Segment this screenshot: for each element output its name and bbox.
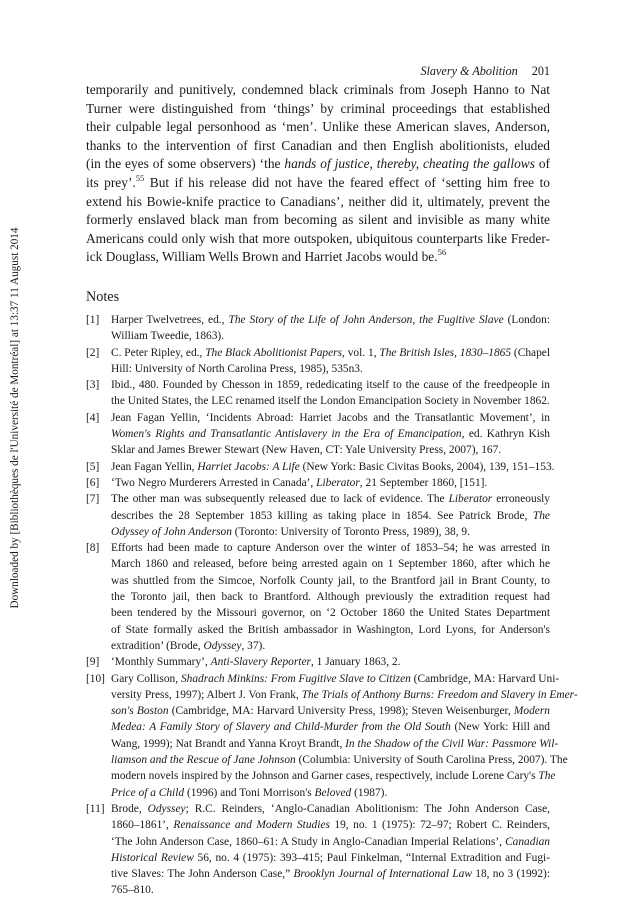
footnote-text-run: Jean Fagan Yellin, ‘Incidents Abroad: Harriet Jacobs and the Transatlantic Movement’, in <box>111 411 550 424</box>
notes-heading: Notes <box>86 289 120 305</box>
body-line: Turner were distinguished from ‘things’ by criminal proceedings that established <box>86 100 550 116</box>
footnote-text-run: , 1 January 1863, 2. <box>310 656 401 669</box>
footnote-text-run: was shuttled from the Simcoe, Norfolk County jail, to the Brantford jail in Brant County, to <box>111 574 550 587</box>
footnote <box>86 410 550 459</box>
footnote-text-run: , 21 September 1860, [151]. <box>359 476 488 489</box>
body-line <box>86 248 550 267</box>
footnote-line <box>111 719 550 735</box>
footnote-italic-run: Women's Rights and Transatlantic Antislavery in the Era of Emancipation <box>111 428 462 441</box>
footnote-italic-run: Modern <box>513 705 550 718</box>
body-text-run: ick Douglass, William Wells Brown and Harriet Jacobs would be. <box>86 249 438 265</box>
footnote-line <box>111 573 550 589</box>
footnote-text-run: (New York: Hill and <box>450 721 550 734</box>
footnote-line <box>111 801 550 817</box>
footnote-number: [2] <box>86 346 100 359</box>
body-line: their culpable legal personhood as ‘men’. Unlike these American slaves, Anderson, <box>86 119 550 135</box>
footnote <box>86 491 550 540</box>
download-watermark <box>0 0 30 910</box>
footnote-line <box>111 654 550 670</box>
footnote-text-run: (Chapel <box>511 346 550 359</box>
footnote-italic-run: liamson and the Rescue of Jane Johnson <box>111 754 296 767</box>
footnote-line <box>111 622 550 638</box>
footnote-ref-55[interactable]: 55 <box>135 172 145 183</box>
footnote-text-run: C. Peter Ripley, ed., <box>111 346 206 359</box>
footnote-number: [11] <box>86 802 105 815</box>
footnote-line <box>111 589 550 605</box>
footnote-italic-run: The <box>538 770 556 783</box>
footnote <box>86 654 550 670</box>
footnote-italic-run: The British Isles, 1830–1865 <box>379 346 512 359</box>
footnote-text-run: (1987). <box>351 786 388 799</box>
footnote-text-run: 19, no. 1 (1975): 72–97; Robert C. Reinders, <box>329 819 550 832</box>
footnote-line <box>111 605 550 621</box>
footnote-line <box>111 703 550 719</box>
footnote-text-run: The other man was subsequently released due to lack of evidence. The <box>111 493 449 506</box>
footnote-number: [8] <box>86 542 100 555</box>
footnote-text-run: Brode, <box>111 802 148 815</box>
footnote-number: [1] <box>86 314 100 326</box>
footnote-italic-run: Shadrach Minkins: From Fugitive Slave to Citizen <box>180 672 411 685</box>
footnote <box>86 459 555 475</box>
footnote-line <box>111 882 550 898</box>
body-line: thanks to the intervention of first Canadian and then English abolitionists, eluded <box>86 137 550 153</box>
footnote-text-run: Hill: University of North Carolina Press, 1985), 535n3. <box>111 362 363 375</box>
footnote-italic-run: The Story of the Life of John Anderson, the Fugitive Slave <box>228 314 504 326</box>
footnote-italic-run: Canadian <box>505 835 550 848</box>
body-italic-run: hands of justice, thereby, cheating the gallows <box>284 156 535 172</box>
footnote-line <box>111 785 550 801</box>
footnote-line <box>111 736 559 752</box>
footnote-line <box>111 361 550 377</box>
footnote-line <box>111 850 550 866</box>
footnote-italic-run: Odyssey <box>203 639 242 652</box>
download-watermark-text: Downloaded by [Bibliothèques de l'Université de Montréal] at 13:37 11 August 2014 <box>9 227 21 609</box>
footnote-line <box>111 312 550 328</box>
footnote-line <box>111 768 556 784</box>
body-line <box>86 174 550 193</box>
footnote-ref-56[interactable]: 56 <box>437 246 447 257</box>
footnote-line <box>111 524 550 540</box>
footnote-text-run: been tendered by the Missouri governor, on ‘2 October 1860 the United States Department <box>111 607 550 620</box>
body-line <box>86 155 550 174</box>
footnote-italic-run: Harriet Jacobs: A Life <box>197 460 300 473</box>
footnote-text-run: (Cambridge, MA: Harvard University Press, 1998); Steven Weisenburger, <box>168 705 514 718</box>
footnote-text-run: , ed. Kathryn Kish <box>461 428 550 441</box>
footnote-text-run: tive Slaves: The John Anderson Case,” <box>111 868 294 881</box>
footnote-line <box>111 442 550 458</box>
running-head-title: Slavery & Abolition <box>420 64 518 78</box>
footnote <box>86 540 550 654</box>
footnote-italic-run: Liberator <box>316 476 360 489</box>
footnote-line <box>111 540 550 556</box>
footnote-line <box>111 393 550 409</box>
footnote-text-run: versity Press, 1997); Albert J. Von Frank, <box>111 688 302 701</box>
footnote-italic-run: The Trials of Anthony Burns: Freedom and Slavery in Emer- <box>301 688 578 701</box>
footnote-line <box>111 817 550 833</box>
footnote <box>86 345 550 378</box>
footnote-text-run: Wang, 1999); Nat Brandt and Yanna Kroyt Brandt, <box>111 737 346 750</box>
footnote-line <box>111 459 555 475</box>
footnote-text-run: Efforts had been made to capture Anderson over the winter of 1853–54; he was arrested in <box>111 542 550 555</box>
footnote-italic-run: Anti-Slavery Reporter <box>210 656 311 669</box>
footnote <box>86 671 578 801</box>
footnote-text-run: , vol. 1, <box>342 346 380 359</box>
footnote-italic-run: Odyssey of John Anderson <box>111 525 232 538</box>
body-line: extend his Bowie-knife practice to Canadians’, neither did it, ultimately, prevent the <box>86 193 550 209</box>
footnote-text-run: (Toronto: University of Toronto Press, 1989), 38, 9. <box>231 525 470 538</box>
footnote <box>86 801 550 899</box>
footnote-text-run: the Toronto jail, then back to Brantford. Although previously the extradition request had <box>111 591 550 604</box>
footnote-line <box>111 671 560 687</box>
footnote-text-run: 765–810. <box>111 884 154 897</box>
footnote-text-run: ‘The John Anderson Case, 1860–61: A Study in Anglo-Canadian Imperial Relations’, <box>111 835 506 848</box>
footnote-text-run: (Columbia: University of South Carolina Press, 2007). The <box>295 754 568 767</box>
footnote <box>86 377 550 410</box>
footnote-number: [9] <box>86 656 100 669</box>
footnote-line <box>111 687 578 703</box>
footnote-text-run: ‘Monthly Summary’, <box>111 656 211 669</box>
footnote-number: [6] <box>86 476 100 489</box>
footnote-line <box>111 866 550 882</box>
footnote-number: [10] <box>86 672 105 685</box>
footnote-italic-run: Historical Review <box>111 851 194 864</box>
footnote-text-run: Ibid., 480. Founded by Chesson in 1859, rededicating itself to the cause of the freedpeople in <box>111 379 550 392</box>
footnote-text-run: Gary Collison, <box>111 672 181 685</box>
footnote-text-run: (1996) and Toni Morrison's <box>184 786 315 799</box>
footnote-line <box>111 556 550 572</box>
notes-list <box>86 312 578 899</box>
footnote-italic-run: Odyssey <box>147 802 186 815</box>
footnote-italic-run: In the Shadow of the Civil War: Passmore Wil- <box>345 737 559 750</box>
footnote-line <box>111 638 550 654</box>
footnote-line <box>111 752 568 768</box>
footnote-text-run: the United States, the LEC renamed itself the London Emancipation Society in November 1862. <box>111 395 550 408</box>
footnote <box>86 312 550 345</box>
footnote-italic-run: Beloved <box>314 786 352 799</box>
footnote-italic-run: Price of a Child <box>111 786 185 799</box>
footnote-line <box>111 834 550 850</box>
footnote-italic-run: Brooklyn Journal of International Law <box>293 868 472 881</box>
footnote-line <box>111 328 550 344</box>
footnote-number: [4] <box>86 411 100 424</box>
footnote-italic-run: Medea: A Family Story of Slavery and Child-Murder from the Old South <box>111 721 451 734</box>
body-text-run: its prey’. <box>86 174 136 190</box>
footnote-text-run: Harper Twelvetrees, ed., <box>111 314 229 326</box>
footnote-line <box>111 345 550 361</box>
footnote-italic-run: The Black Abolitionist Papers <box>205 346 343 359</box>
body-paragraph <box>86 81 550 267</box>
body-text-run: But if his release did not have the feared effect of ‘setting him free to <box>144 174 550 190</box>
footnote-text-run: 18, no 3 (1992): <box>471 868 550 881</box>
footnote-italic-run: The <box>532 509 550 522</box>
footnote-text-run: (London: <box>503 314 550 326</box>
footnote-number: [5] <box>86 460 100 473</box>
footnote-line <box>111 377 550 393</box>
footnote-text-run: ‘Two Negro Murderers Arrested in Canada’, <box>111 476 317 489</box>
body-line: Americans could only wish that more outspoken, ubiquitous counterparts like Freder- <box>86 230 550 246</box>
body-line: temporarily and punitively, condemned black criminals from Joseph Hanno to Nat <box>86 82 550 97</box>
footnote-text-run: describes the 28 September 1853 killing as taking place in 1854. See Patrick Brode, <box>111 509 533 522</box>
footnote-italic-run: son's Boston <box>111 705 169 718</box>
body-text-run: of <box>534 156 550 172</box>
footnote-text-run: , 37). <box>241 639 266 652</box>
footnote-line <box>111 491 550 507</box>
footnote-number: [3] <box>86 379 100 392</box>
footnote-line <box>111 508 550 524</box>
footnote-text-run: 1860–1861’, <box>111 819 174 832</box>
footnote-italic-run: Liberator <box>448 493 493 506</box>
footnote-text-run: Jean Fagan Yellin, <box>111 460 198 473</box>
footnote-text-run: March 1860 and released, before being arrested again on 1 September 1860, after which he <box>111 558 550 571</box>
footnote-line <box>111 410 550 426</box>
footnote-text-run: William Tweedie, 1863). <box>111 330 225 343</box>
footnote-italic-run: Renaissance and Modern Studies <box>173 819 330 832</box>
footnote-text-run: of State formally asked the British ambassador in Washington, Lord Lyons, for Anderson's <box>111 623 550 636</box>
footnote <box>86 475 550 491</box>
footnote-text-run: modern novels inspired by the Johnson and Garner cases, respectively, include Lorene Cary's <box>111 770 539 783</box>
footnote-text-run: Sklar and James Brewer Stewart (New Haven, CT: Yale University Press, 2007), 167. <box>111 444 502 457</box>
footnote-text-run: erroneously <box>492 493 550 506</box>
page-number: 201 <box>531 64 550 78</box>
body-text-run: (in the eyes of some observers) ‘the <box>86 156 285 172</box>
footnote-text-run: 56, no. 4 (1975): 393–415; Paul Finkelman, “Internal Extradition and Fugi- <box>193 851 550 864</box>
footnote-text-run: (New York: Basic Civitas Books, 2004), 139, 151–153. <box>299 460 555 473</box>
footnote-text-run: ; R.C. Reinders, ‘Anglo-Canadian Abolitionism: The John Anderson Case, <box>185 802 550 815</box>
body-line: formerly enslaved black man from becoming as silent and invisible as many white <box>86 212 550 228</box>
footnote-line <box>111 475 550 491</box>
running-head <box>86 64 550 79</box>
footnote-text-run: extradition’ (Brode, <box>111 639 204 652</box>
footnote-text-run: (Cambridge, MA: Harvard Uni- <box>410 672 560 685</box>
footnote-number: [7] <box>86 493 100 506</box>
footnote-line <box>111 426 550 442</box>
